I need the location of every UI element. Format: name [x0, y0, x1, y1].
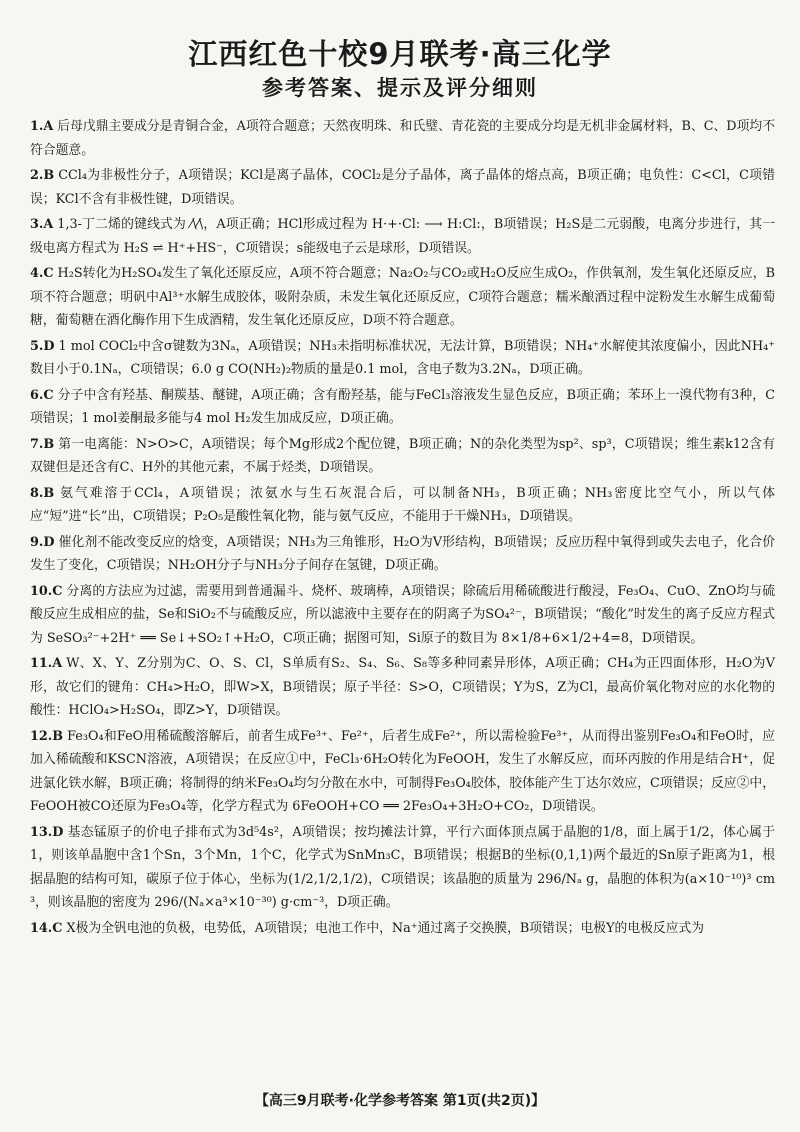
page-title: 江西红色十校9月联考·高三化学	[188, 37, 612, 71]
answer-item: 5.D 1 mol COCl₂中含σ键数为3Nₐ，A项错误；NH₃未指明标准状况，无法计算，B项错误；NH₄⁺水解使其浓度偏小，因此NH₄⁺数目小于0.1Nₐ，C项错误；6.0 g CO(NH₂)₂物质的量是0.1 mol，含电子数为3.2Nₐ，D项正确。	[30, 338, 775, 377]
answer-item: 3.A 1,3-丁二烯的键线式为 ⁄\⁄\，A项正确；HCl形成过程为 H·+·Cl: ⟶ H:Cl:，B项错误；H₂S是二元弱酸，电离分步进行，其一级电离方程式为 H₂S ⇌ H⁺+HS⁻，C项错误；s能级电子云是球形，D项错误。	[30, 217, 775, 256]
answer-item: 11.A W、X、Y、Z分别为C、O、S、Cl，S单质有S₂、S₄、S₆、S₈等多种同素异形体，A项正确；CH₄为正四面体形，H₂O为V形，故它们的键角：CH₄>H₂O，即W>X，B项错误；原子半径：S>O，C项错误；Y为S，Z为Cl，最高价氧化物对应的水化物的酸性：HClO₄>H₂SO₄，即Z>Y，D项错误。	[30, 656, 775, 718]
answer-item: 7.B 第一电离能：N>O>C，A项错误；每个Mg形成2个配位键，B项正确；N的杂化类型为sp²、sp³，C项错误；维生素k12含有双键但是还含有C、H外的其他元素，不属于烃类，D项错误。	[30, 436, 775, 475]
answer-item: 14.C X极为全钒电池的负极，电势低，A项错误；电池工作中，Na⁺通过离子交换膜，B项错误；电极Y的电极反应式为	[30, 920, 705, 936]
answer-item: 2.B CCl₄为非极性分子，A项错误；KCl是离子晶体，COCl₂是分子晶体，离子晶体的熔点高，B项正确；电负性：C<Cl，C项错误；KCl不含有非极性键，D项错误。	[30, 168, 775, 207]
page-subtitle: 参考答案、提示及评分细则	[262, 76, 538, 100]
answer-item: 6.C 分子中含有羟基、酮羰基、醚键，A项正确；含有酚羟基，能与FeCl₃溶液发生显色反应，B项正确；苯环上一溴代物有3种，C项错误；1 mol姜酮最多能与4 mol H₂发生加成反应，D项正确。	[30, 387, 775, 426]
answer-item: 1.A 后母戊鼎主要成分是青铜合金，A项符合题意；天然夜明珠、和氏璧、青花瓷的主要成分均是无机非金属材料，B、C、D项均不符合题意。	[30, 119, 775, 158]
page-footer: 【高三9月联考·化学参考答案 第1页(共2页)】	[254, 1093, 546, 1109]
answer-item: 12.B Fe₃O₄和FeO用稀硫酸溶解后，前者生成Fe³⁺、Fe²⁺，后者生成Fe²⁺，所以需检验Fe³⁺，从而得出鉴别Fe₃O₄和FeO时，应加入稀硫酸和KSCN溶液，A项错误；在反应①中，FeCl₃·6H₂O转化为FeOOH，发生了水解反应，而环丙胺的作用是结合H⁺，促进氯化铁水解，B项正确；将制得的纳米Fe₃O₄均匀分散在水中，可制得Fe₃O₄胶体，胶体能产生丁达尔效应，C项错误；反应②中，FeOOH被CO还原为Fe₃O₄等，化学方程式为 6FeOOH+CO ══ 2Fe₃O₄+3H₂O+CO₂，D项错误。	[30, 728, 775, 814]
answer-item: 13.D 基态锰原子的价电子排布式为3d⁵4s²，A项错误；按均摊法计算，平行六面体顶点属于晶胞的1/8，面上属于1/2，体心属于1，则该单晶胞中含1个Sn，3个Mn，1个C，化学式为SnMn₃C，B项错误；根据B的坐标(0,1,1)两个最近的Sn原子距离为1，根据晶胞的结构可知，碳原子位于体心，坐标为(1/2,1/2,1/2)，C项错误；该晶胞的质量为 296/Nₐ g，晶胞的体积为(a×10⁻¹⁰)³ cm³，则该晶胞的密度为 296/(Nₐ×a³×10⁻³⁰) g·cm⁻³，D项正确。	[30, 824, 775, 910]
answer-list	[30, 115, 775, 942]
answer-item: 9.D 催化剂不能改变反应的焓变，A项错误；NH₃为三角锥形，H₂O为V形结构，B项错误；反应历程中氧得到或失去电子，化合价发生了变化，C项错误；NH₂OH分子与NH₃分子间存在氢键，D项正确。	[30, 534, 775, 573]
answer-item: 8.B 氨气难溶于CCl₄，A项错误；浓氨水与生石灰混合后，可以制备NH₃，B项正确；NH₃密度比空气小，所以气体应“短”进“长”出，C项错误；P₂O₅是酸性氧化物，能与氨气反应，不能用于干燥NH₃，D项错误。	[30, 485, 775, 524]
answer-item: 4.C H₂S转化为H₂SO₄发生了氧化还原反应，A项不符合题意；Na₂O₂与CO₂或H₂O反应生成O₂，作供氧剂，发生氧化还原反应，B项不符合题意；明矾中Al³⁺水解生成胶体，吸附杂质，未发生氧化还原反应，C项符合题意；糯米酿酒过程中淀粉发生水解生成葡萄糖，葡萄糖在酒化酶作用下生成酒精，发生氧化还原反应，D项不符合题意。	[30, 266, 775, 328]
answer-item: 10.C 分离的方法应为过滤，需要用到普通漏斗、烧杯、玻璃棒，A项错误；除硫后用稀硫酸进行酸浸，Fe₃O₄、CuO、ZnO均与硫酸反应生成相应的盐，Se和SiO₂不与硫酸反应，所以滤液中主要存在的阴离子为SO₄²⁻，B项错误；“酸化”时发生的离子反应方程式为 SeSO₃²⁻+2H⁺ ══ Se↓+SO₂↑+H₂O，C项正确；据图可知，Si原子的数目为 8×1/8+6×1/2+4=8，D项错误。	[30, 583, 775, 646]
